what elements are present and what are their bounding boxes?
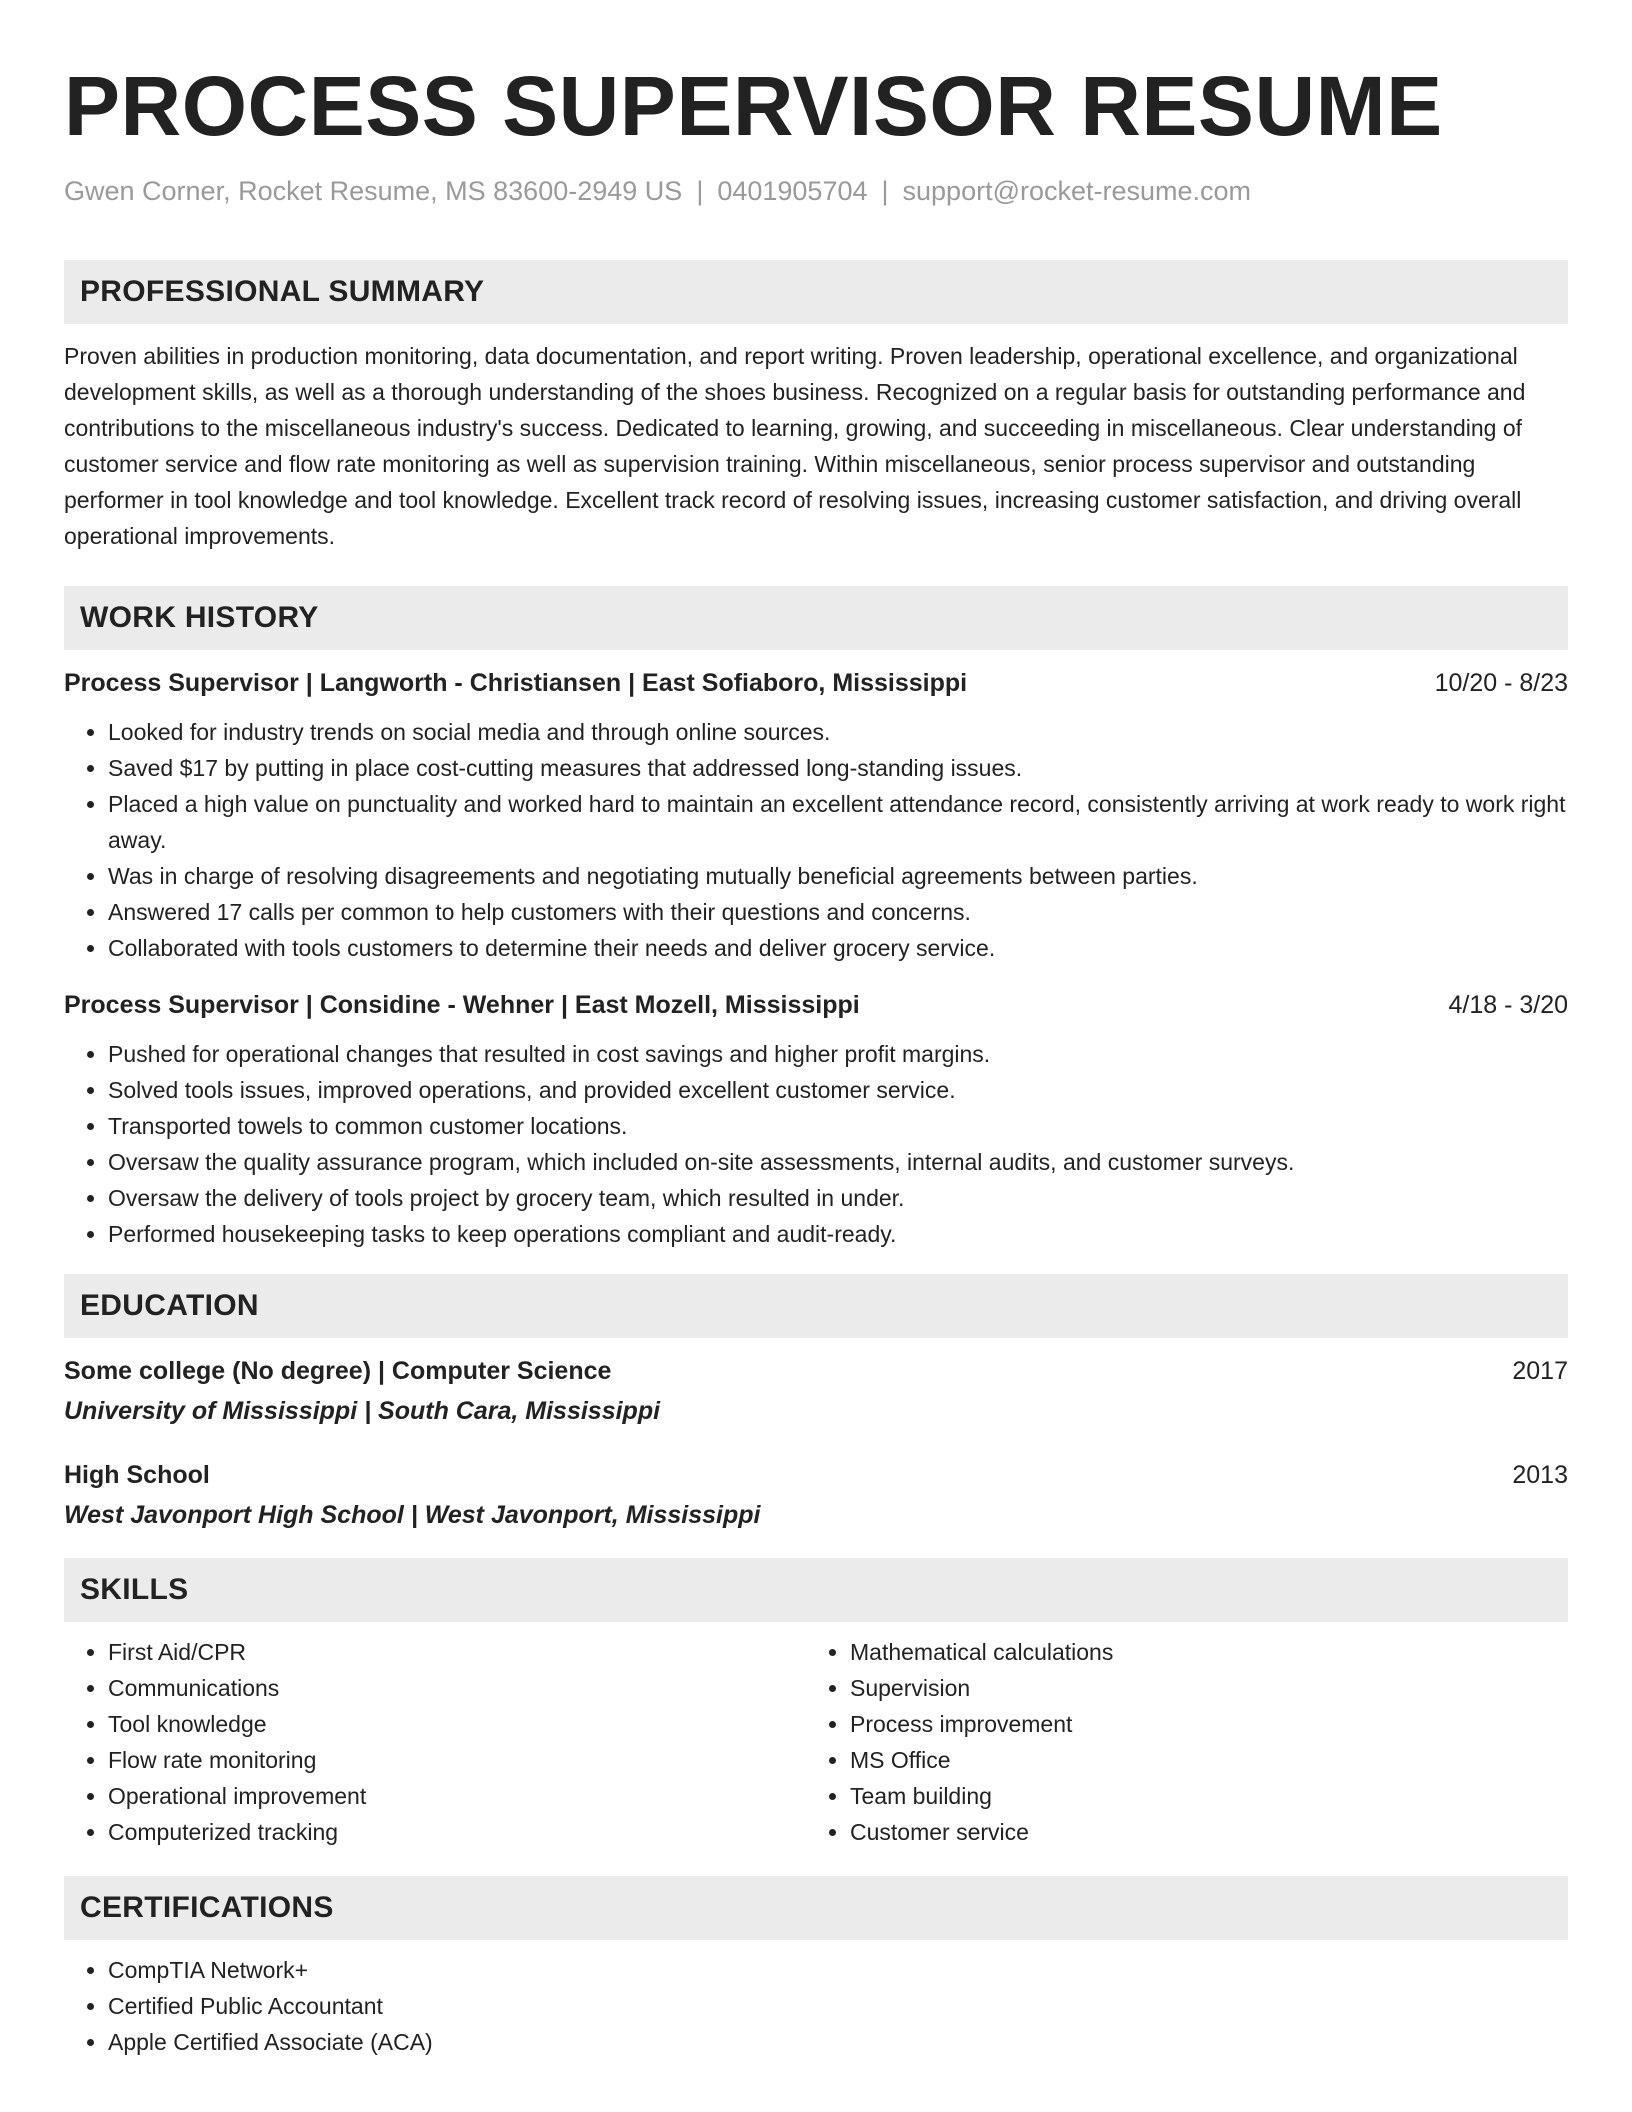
education-header [64, 1354, 1568, 1388]
list-item: • Placed a high value on punctuality and worked hard to maintain an excellent attendance record, consistently arriving at work ready to work right away. [108, 786, 1568, 858]
contact-separator: | [881, 176, 889, 206]
section-heading-work-history: WORK HISTORY [64, 586, 1568, 650]
list-item: • Operational improvement [108, 1778, 806, 1814]
section-heading-summary: PROFESSIONAL SUMMARY [64, 260, 1568, 324]
list-item: • Customer service [850, 1814, 1548, 1850]
job-date: 10/20 - 8/23 [1434, 669, 1568, 697]
education-school: West Javonport High School | West Javonport, Mississippi [64, 1501, 761, 1529]
job-date: 4/18 - 3/20 [1448, 991, 1568, 1019]
list-item: • Transported towels to common customer locations. [108, 1108, 1568, 1144]
list-item: • MS Office [850, 1742, 1548, 1778]
job-entry [64, 666, 1568, 966]
contact-line [64, 174, 1568, 208]
contact-phone: 0401905704 [717, 176, 868, 206]
list-item: • Certified Public Accountant [108, 1988, 1568, 2024]
list-item: • Oversaw the delivery of tools project by grocery team, which resulted in under. [108, 1180, 1568, 1216]
list-item: • Oversaw the quality assurance program, which included on-site assessments, internal audits, and customer surveys. [108, 1144, 1568, 1180]
list-item: • First Aid/CPR [108, 1634, 806, 1670]
list-item: • CompTIA Network+ [108, 1952, 1568, 1988]
list-item: • Process improvement [850, 1706, 1548, 1742]
job-title: Process Supervisor | Langworth - Christiansen | East Sofiaboro, Mississippi [64, 669, 968, 697]
education-degree: Some college (No degree) | Computer Science [64, 1357, 612, 1385]
page-title: PROCESS SUPERVISOR RESUME [64, 59, 1443, 153]
job-header [64, 666, 1568, 700]
certifications-list [64, 1952, 1568, 2060]
list-item: • Mathematical calculations [850, 1634, 1548, 1670]
list-item: • Team building [850, 1778, 1548, 1814]
education-school: University of Mississippi | South Cara, Mississippi [64, 1397, 661, 1425]
list-item: • Flow rate monitoring [108, 1742, 806, 1778]
education-header [64, 1458, 1568, 1492]
list-item: • Looked for industry trends on social media and through online sources. [108, 714, 1568, 750]
list-item: • Collaborated with tools customers to determine their needs and deliver grocery service. [108, 930, 1568, 966]
summary-text: Proven abilities in production monitoring, data documentation, and report writing. Proven leadership, operational excellence, and organizational development skills, as well as a thorough understanding of the shoes business. Recognized on a regular basis for outstanding performance and contributions to the miscellaneous industry's success. Dedicated to learning, growing, and succeeding in miscellaneous. Clear understanding of customer service and flow rate monitoring as well as supervision training. Within miscellaneous, senior process supervisor and outstanding performer in tool knowledge and tool knowledge. Excellent track record of resolving issues, increasing customer satisfaction, and driving overall operational improvements. [64, 343, 1526, 549]
list-item: • Apple Certified Associate (ACA) [108, 2024, 1568, 2060]
section-heading-skills: SKILLS [64, 1558, 1568, 1622]
list-item: • Computerized tracking [108, 1814, 806, 1850]
contact-separator: | [696, 176, 704, 206]
contact-address: Gwen Corner, Rocket Resume, MS 83600-2949 US [64, 176, 683, 206]
job-title: Process Supervisor | Considine - Wehner | East Mozell, Mississippi [64, 991, 860, 1019]
education-entry [64, 1354, 1568, 1428]
section-heading-education: EDUCATION [64, 1274, 1568, 1338]
skills-list [64, 1634, 806, 1850]
list-item: • Solved tools issues, improved operations, and provided excellent customer service. [108, 1072, 1568, 1108]
list-item: • Communications [108, 1670, 806, 1706]
job-bullets [64, 1036, 1568, 1252]
list-item: • Answered 17 calls per common to help customers with their questions and concerns. [108, 894, 1568, 930]
list-item: • Performed housekeeping tasks to keep operations compliant and audit-ready. [108, 1216, 1568, 1252]
list-item: • Saved $17 by putting in place cost-cutting measures that addressed long-standing issues. [108, 750, 1568, 786]
education-degree: High School [64, 1461, 210, 1489]
job-header [64, 988, 1568, 1022]
skills-column-left [64, 1634, 806, 1850]
skills-grid [64, 1634, 1568, 1850]
contact-email: support@rocket-resume.com [902, 176, 1252, 206]
job-bullets [64, 714, 1568, 966]
list-item: • Pushed for operational changes that resulted in cost savings and higher profit margins. [108, 1036, 1568, 1072]
section-heading-certifications: CERTIFICATIONS [64, 1876, 1568, 1940]
skills-list [806, 1634, 1548, 1850]
job-entry [64, 988, 1568, 1252]
list-item: • Tool knowledge [108, 1706, 806, 1742]
list-item: • Was in charge of resolving disagreements and negotiating mutually beneficial agreements between parties. [108, 858, 1568, 894]
list-item: • Supervision [850, 1670, 1548, 1706]
skills-column-right [806, 1634, 1548, 1850]
education-year: 2013 [1512, 1461, 1568, 1489]
education-year: 2017 [1512, 1357, 1568, 1385]
education-entry [64, 1458, 1568, 1532]
